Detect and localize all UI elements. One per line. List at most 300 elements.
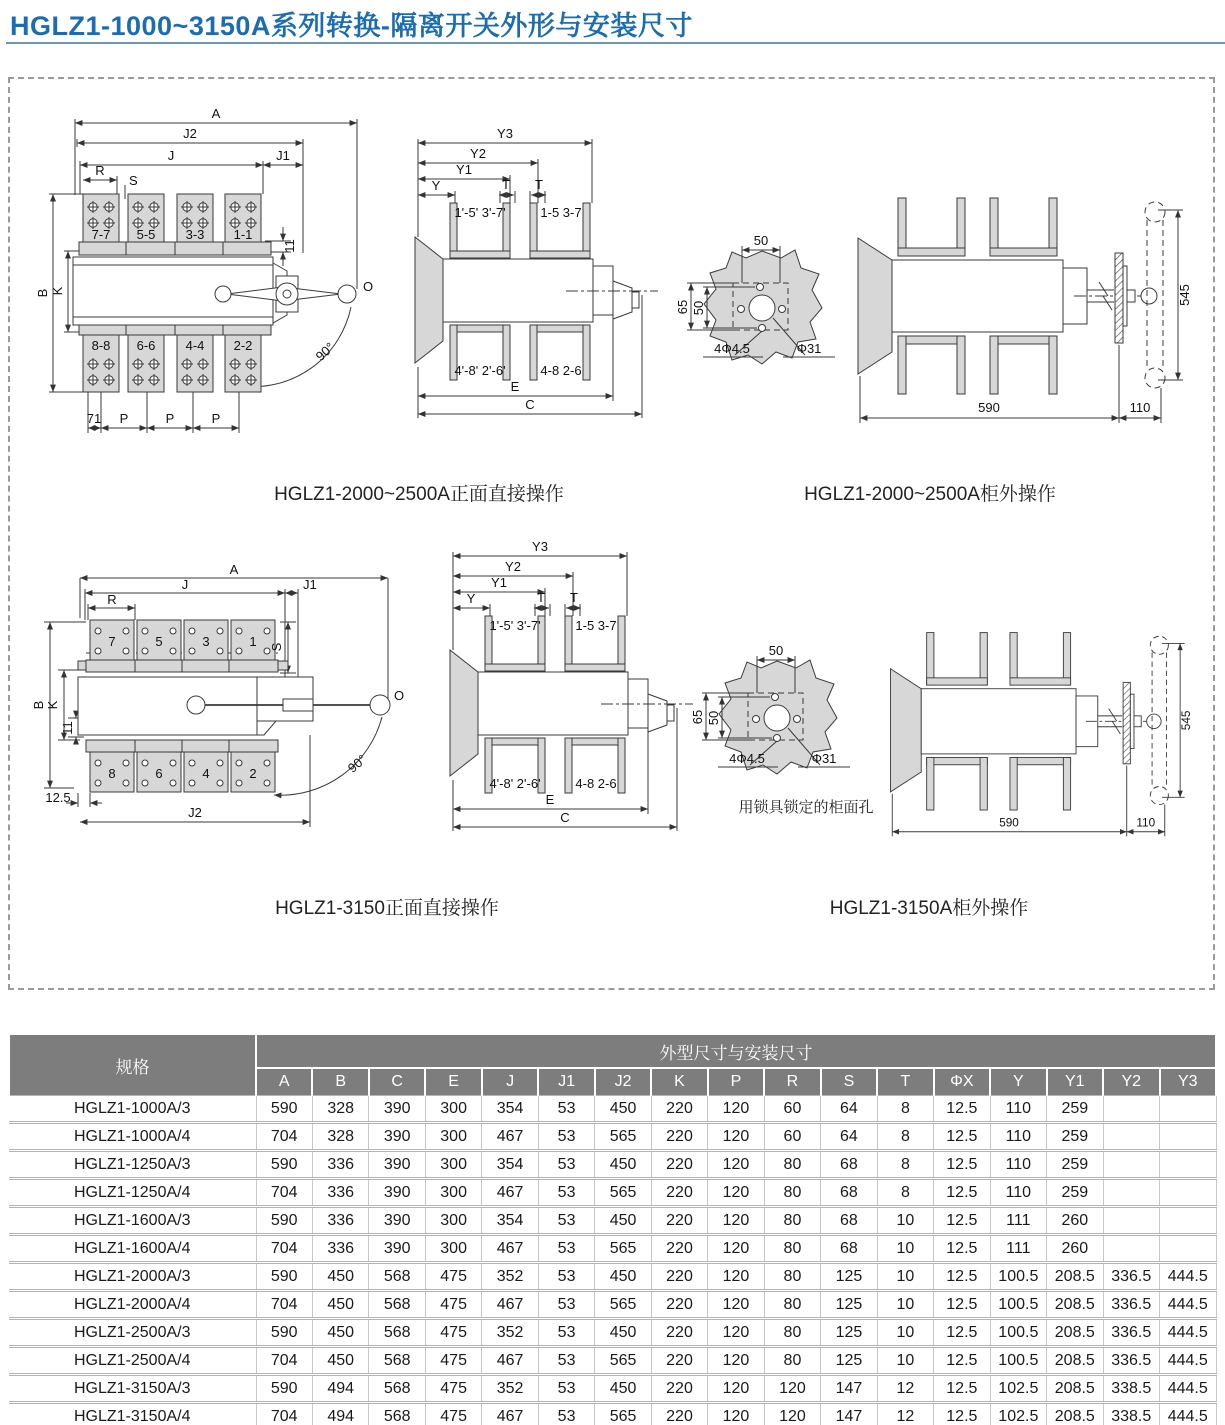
dim-label-P: P <box>211 411 221 426</box>
dim-cell: 568 <box>369 1319 425 1347</box>
dim-cell: 10 <box>877 1347 933 1375</box>
dim-cell: 110 <box>990 1096 1046 1123</box>
dim-cell: 467 <box>482 1123 538 1151</box>
dim-cell: 120 <box>708 1347 764 1375</box>
dim-cell: 125 <box>821 1319 877 1347</box>
dim-cell: 467 <box>482 1347 538 1375</box>
dim-cell: 568 <box>369 1263 425 1291</box>
dim-cell: 354 <box>482 1207 538 1235</box>
dim-cell: 53 <box>538 1403 594 1425</box>
dim-label-P: P <box>165 411 175 426</box>
drawing-ext-3150 <box>885 600 1220 858</box>
dim-cell: 590 <box>256 1151 312 1179</box>
column-header-B: B <box>312 1068 368 1096</box>
column-header-J2: J2 <box>595 1068 651 1096</box>
spec-cell: HGLZ1-2000A/4 <box>9 1291 256 1319</box>
pad-label: 4-4 <box>185 338 205 353</box>
dim-label-545: 545 <box>1180 710 1194 731</box>
dim-cell: 300 <box>425 1235 481 1263</box>
dim-cell: 220 <box>651 1403 707 1425</box>
dim-label-Y3: Y3 <box>532 539 548 554</box>
pad-label: 1-1 <box>233 227 253 242</box>
dim-cell: 80 <box>764 1263 820 1291</box>
column-header-E: E <box>425 1068 481 1096</box>
dim-cell: 53 <box>538 1347 594 1375</box>
pad-label: 7-7 <box>91 227 111 242</box>
dim-cell: 12.5 <box>934 1291 990 1319</box>
pole-label: 1-5 3-7 <box>575 618 617 633</box>
dim-cell: 390 <box>369 1096 425 1123</box>
spec-cell: HGLZ1-2000A/3 <box>9 1263 256 1291</box>
caption-ext-2000-2500: HGLZ1-2000~2500A柜外操作 <box>804 484 1056 505</box>
pad-label: 5 <box>155 634 163 649</box>
dim-cell: 12.5 <box>934 1235 990 1263</box>
dim-cell: 300 <box>425 1096 481 1123</box>
dim-cell: 354 <box>482 1096 538 1123</box>
group-header: 外型尺寸与安装尺寸 <box>256 1034 1216 1068</box>
dim-cell: 68 <box>821 1179 877 1207</box>
dim-cell: 450 <box>595 1096 651 1123</box>
spec-column-header: 规格 <box>9 1034 256 1096</box>
terminal-pad <box>90 620 134 660</box>
dim-cell: 80 <box>764 1235 820 1263</box>
pad-label: 3-3 <box>185 227 205 242</box>
dim-cell: 53 <box>538 1319 594 1347</box>
terminal-pad <box>137 752 181 792</box>
dim-label-J1: J1 <box>276 148 290 163</box>
dim-label-B: B <box>31 700 46 710</box>
dim-cell: 450 <box>312 1291 368 1319</box>
dim-cell: 110 <box>990 1123 1046 1151</box>
terminal-pad <box>83 194 119 242</box>
dim-cell: 220 <box>651 1123 707 1151</box>
dim-cell: 336.5 <box>1103 1291 1159 1319</box>
dim-label-A: A <box>211 106 221 121</box>
table-row <box>9 1123 1216 1151</box>
dim-cell: 12.5 <box>934 1151 990 1179</box>
dim-cell: 53 <box>538 1375 594 1403</box>
dim-cell: 352 <box>482 1375 538 1403</box>
dim-cell: 53 <box>538 1151 594 1179</box>
dim-cell: 390 <box>369 1235 425 1263</box>
center-hole-label: Φ31 <box>796 341 822 356</box>
holes-label: 4Φ4.5 <box>714 341 750 356</box>
dim-cell <box>1160 1179 1217 1207</box>
dim-cell: 120 <box>708 1263 764 1291</box>
drawing-front-2000-2500 <box>35 85 385 455</box>
dim-cell: 565 <box>595 1347 651 1375</box>
column-header-J: J <box>482 1068 538 1096</box>
drawing-side-3150 <box>435 528 705 848</box>
dim-label-Y1: Y1 <box>491 575 507 590</box>
dim-label-O: O <box>363 279 374 294</box>
dim-label-50v: 50 <box>706 710 721 726</box>
dim-cell: 494 <box>312 1403 368 1425</box>
spec-cell: HGLZ1-1000A/3 <box>9 1096 256 1123</box>
pad-label: 4 <box>202 766 210 781</box>
dim-cell: 300 <box>425 1207 481 1235</box>
dim-cell: 120 <box>708 1319 764 1347</box>
dim-cell: 102.5 <box>990 1403 1046 1425</box>
dim-cell: 53 <box>538 1179 594 1207</box>
dim-cell: 120 <box>708 1123 764 1151</box>
dim-cell: 8 <box>877 1179 933 1207</box>
dim-cell: 336 <box>312 1235 368 1263</box>
dim-cell: 450 <box>595 1207 651 1235</box>
dim-label-K: K <box>45 700 60 710</box>
column-header-A: A <box>256 1068 312 1096</box>
dim-cell: 475 <box>425 1291 481 1319</box>
dim-cell: 704 <box>256 1403 312 1425</box>
dim-label-J2: J2 <box>183 126 197 141</box>
dim-label-T: T <box>570 590 578 605</box>
dim-cell <box>1160 1096 1217 1123</box>
spec-cell: HGLZ1-2500A/3 <box>9 1319 256 1347</box>
dim-cell: 494 <box>312 1375 368 1403</box>
dim-cell: 100.5 <box>990 1291 1046 1319</box>
dim-cell: 704 <box>256 1179 312 1207</box>
spec-cell: HGLZ1-1250A/3 <box>9 1151 256 1179</box>
dim-cell <box>1160 1123 1217 1151</box>
pole-label: 1'-5' 3'-7' <box>454 205 506 220</box>
dim-cell: 704 <box>256 1235 312 1263</box>
terminal-pad <box>225 194 261 242</box>
dim-label-J: J <box>181 577 189 592</box>
dim-cell: 300 <box>425 1151 481 1179</box>
center-hole-label: Φ31 <box>811 751 837 766</box>
dim-cell: 467 <box>482 1235 538 1263</box>
dim-cell: 450 <box>312 1263 368 1291</box>
dim-cell: 100.5 <box>990 1263 1046 1291</box>
dim-label-T: T <box>502 177 510 192</box>
column-header-S: S <box>821 1068 877 1096</box>
dim-cell: 220 <box>651 1319 707 1347</box>
caption-front-2000-2500: HGLZ1-2000~2500A正面直接操作 <box>274 484 564 505</box>
pad-label: 2 <box>249 766 257 781</box>
dim-label-J1: J1 <box>303 577 317 592</box>
dim-label-90: 90° <box>312 339 338 364</box>
dim-cell: 53 <box>538 1235 594 1263</box>
dim-cell: 53 <box>538 1291 594 1319</box>
table-row <box>9 1347 1216 1375</box>
dim-cell: 208.5 <box>1047 1319 1103 1347</box>
dim-cell: 444.5 <box>1160 1347 1217 1375</box>
dim-cell <box>1160 1207 1217 1235</box>
dim-cell: 10 <box>877 1319 933 1347</box>
dim-cell: 568 <box>369 1347 425 1375</box>
column-header-K: K <box>651 1068 707 1096</box>
spec-cell: HGLZ1-2500A/4 <box>9 1347 256 1375</box>
dim-cell: 147 <box>821 1403 877 1425</box>
dim-cell: 53 <box>538 1096 594 1123</box>
holes-label: 4Φ4.5 <box>729 751 765 766</box>
spec-cell: HGLZ1-3150A/3 <box>9 1375 256 1403</box>
dim-cell: 102.5 <box>990 1375 1046 1403</box>
column-header-ΦX: ΦX <box>934 1068 990 1096</box>
dim-cell: 338.5 <box>1103 1403 1159 1425</box>
dimensions-table <box>8 1033 1217 1425</box>
pole-label: 1-5 3-7 <box>540 205 582 220</box>
dim-cell: 220 <box>651 1235 707 1263</box>
table-row <box>9 1375 1216 1403</box>
spec-cell: HGLZ1-1250A/4 <box>9 1179 256 1207</box>
front-b-body <box>78 653 390 752</box>
dim-cell: 450 <box>595 1375 651 1403</box>
dim-cell <box>1103 1151 1159 1179</box>
dim-cell: 120 <box>708 1403 764 1425</box>
dim-cell: 110 <box>990 1179 1046 1207</box>
dim-cell: 444.5 <box>1160 1263 1217 1291</box>
dim-label-T: T <box>535 177 543 192</box>
pad-label: 8 <box>108 766 116 781</box>
table-row <box>9 1151 1216 1179</box>
pole-label: 4-8 2-6 <box>540 363 582 378</box>
dim-label-65: 65 <box>690 709 705 725</box>
dim-cell: 390 <box>369 1179 425 1207</box>
dim-label-Y1: Y1 <box>456 162 472 177</box>
dim-cell: 220 <box>651 1179 707 1207</box>
dim-cell: 208.5 <box>1047 1291 1103 1319</box>
dim-cell: 208.5 <box>1047 1263 1103 1291</box>
dim-cell: 10 <box>877 1207 933 1235</box>
dim-cell: 259 <box>1047 1151 1103 1179</box>
dim-cell: 120 <box>708 1207 764 1235</box>
dim-label-110: 110 <box>1136 816 1156 830</box>
column-header-T: T <box>877 1068 933 1096</box>
dim-label-Y: Y <box>431 178 441 193</box>
dim-cell: 120 <box>708 1151 764 1179</box>
pole-label: 4'-8' 2'-6' <box>489 776 541 791</box>
dim-label-545: 545 <box>1177 284 1192 306</box>
dim-cell: 68 <box>821 1151 877 1179</box>
dim-label-590: 590 <box>978 400 1000 415</box>
dim-cell: 590 <box>256 1375 312 1403</box>
pad-label: 5-5 <box>136 227 156 242</box>
terminal-pad <box>184 620 228 660</box>
pad-label: 8-8 <box>91 338 111 353</box>
dim-cell: 100.5 <box>990 1319 1046 1347</box>
dim-cell: 336.5 <box>1103 1263 1159 1291</box>
drawing-side-2000-2500 <box>400 115 670 435</box>
table-group-header-row <box>9 1034 1216 1068</box>
dim-cell: 220 <box>651 1375 707 1403</box>
caption-front-3150: HGLZ1-3150正面直接操作 <box>275 898 499 919</box>
pad-label: 6-6 <box>136 338 156 353</box>
dim-cell: 444.5 <box>1160 1291 1217 1319</box>
dim-cell: 80 <box>764 1179 820 1207</box>
dim-label-11: 11 <box>60 721 75 735</box>
column-header-Y: Y <box>990 1068 1046 1096</box>
dim-cell: 120 <box>708 1291 764 1319</box>
dim-cell: 336.5 <box>1103 1319 1159 1347</box>
table-row <box>9 1263 1216 1291</box>
dim-cell: 568 <box>369 1403 425 1425</box>
dim-cell: 60 <box>764 1096 820 1123</box>
title-underline <box>6 42 1225 44</box>
dim-cell: 565 <box>595 1235 651 1263</box>
dim-cell: 220 <box>651 1207 707 1235</box>
pad-label: 7 <box>108 634 116 649</box>
dim-cell: 12 <box>877 1403 933 1425</box>
dim-cell: 120 <box>764 1375 820 1403</box>
table-row <box>9 1096 1216 1123</box>
dim-cell: 467 <box>482 1291 538 1319</box>
dim-label-A: A <box>229 562 239 577</box>
dim-label-Y2: Y2 <box>470 146 486 161</box>
dim-cell: 444.5 <box>1160 1375 1217 1403</box>
front-a-body <box>73 242 356 335</box>
dim-cell: 111 <box>990 1207 1046 1235</box>
dim-cell: 352 <box>482 1319 538 1347</box>
dim-cell: 80 <box>764 1319 820 1347</box>
dim-cell: 120 <box>708 1096 764 1123</box>
dim-cell: 12.5 <box>934 1263 990 1291</box>
spec-cell: HGLZ1-3150A/4 <box>9 1403 256 1425</box>
dim-cell: 12.5 <box>934 1123 990 1151</box>
dim-cell: 110 <box>990 1151 1046 1179</box>
dim-cell: 208.5 <box>1047 1375 1103 1403</box>
dim-cell: 704 <box>256 1291 312 1319</box>
column-header-Y1: Y1 <box>1047 1068 1103 1096</box>
dim-cell: 336 <box>312 1207 368 1235</box>
dim-cell: 565 <box>595 1291 651 1319</box>
dim-cell: 111 <box>990 1235 1046 1263</box>
dim-cell: 68 <box>821 1235 877 1263</box>
dim-cell: 10 <box>877 1263 933 1291</box>
dim-cell: 120 <box>708 1375 764 1403</box>
dim-cell: 475 <box>425 1347 481 1375</box>
dim-cell: 450 <box>595 1263 651 1291</box>
dim-label-Y: Y <box>466 591 476 606</box>
dim-cell: 53 <box>538 1123 594 1151</box>
table-row <box>9 1403 1216 1425</box>
dim-label-O: O <box>394 688 405 703</box>
dim-label-P: P <box>119 411 129 426</box>
dim-cell: 53 <box>538 1263 594 1291</box>
dim-label-B: B <box>35 288 50 298</box>
dim-cell: 12 <box>877 1375 933 1403</box>
dim-cell: 568 <box>369 1291 425 1319</box>
dim-label-11: 11 <box>282 239 297 253</box>
dim-cell: 704 <box>256 1347 312 1375</box>
dim-label-90: 90° <box>344 751 370 776</box>
dim-cell: 220 <box>651 1263 707 1291</box>
terminal-pad <box>83 335 119 392</box>
dim-cell: 125 <box>821 1347 877 1375</box>
dim-cell: 590 <box>256 1207 312 1235</box>
caption-lock-hole: 用锁具锁定的柜面孔 <box>738 799 874 816</box>
table-row <box>9 1291 1216 1319</box>
dim-cell: 450 <box>595 1151 651 1179</box>
dim-cell: 53 <box>538 1207 594 1235</box>
terminal-pad <box>177 335 213 392</box>
terminal-pad <box>231 752 275 792</box>
dim-cell: 300 <box>425 1179 481 1207</box>
dim-cell <box>1103 1179 1159 1207</box>
dim-cell: 390 <box>369 1151 425 1179</box>
dim-cell: 100.5 <box>990 1347 1046 1375</box>
dim-cell: 12.5 <box>934 1403 990 1425</box>
spec-cell: HGLZ1-1600A/3 <box>9 1207 256 1235</box>
side-b-body <box>450 616 693 793</box>
page-title: HGLZ1-1000~3150A系列转换-隔离开关外形与安装尺寸 <box>10 11 693 41</box>
dim-cell: 12.5 <box>934 1207 990 1235</box>
terminal-pad <box>231 620 275 660</box>
dim-cell: 120 <box>708 1235 764 1263</box>
dim-cell: 125 <box>821 1291 877 1319</box>
terminal-pad <box>225 335 261 392</box>
pad-label: 1 <box>249 634 257 649</box>
dim-cell: 220 <box>651 1096 707 1123</box>
dim-cell: 336 <box>312 1151 368 1179</box>
dim-label-125: 12.5 <box>45 790 71 805</box>
dim-label-E: E <box>545 792 555 807</box>
column-header-J1: J1 <box>538 1068 594 1096</box>
pole-label: 4-8 2-6 <box>575 776 617 791</box>
pole-label: 4'-8' 2'-6' <box>454 363 506 378</box>
dim-cell: 12.5 <box>934 1096 990 1123</box>
side-a-body <box>415 203 658 380</box>
dim-cell: 259 <box>1047 1096 1103 1123</box>
dim-cell: 590 <box>256 1263 312 1291</box>
dim-cell: 68 <box>821 1207 877 1235</box>
dim-label-T: T <box>537 590 545 605</box>
table-row <box>9 1235 1216 1263</box>
dim-cell: 450 <box>312 1319 368 1347</box>
dim-cell: 590 <box>256 1096 312 1123</box>
dim-cell: 565 <box>595 1403 651 1425</box>
dim-cell: 352 <box>482 1263 538 1291</box>
dim-label-Y2: Y2 <box>505 559 521 574</box>
dim-cell: 568 <box>369 1375 425 1403</box>
dim-label-110: 110 <box>1129 400 1151 415</box>
dim-label-E: E <box>510 379 520 394</box>
dim-label-J: J <box>167 148 175 163</box>
dim-cell: 590 <box>256 1319 312 1347</box>
dim-cell: 12.5 <box>934 1347 990 1375</box>
dim-cell: 475 <box>425 1375 481 1403</box>
dim-cell: 565 <box>595 1123 651 1151</box>
dim-cell: 120 <box>764 1403 820 1425</box>
dim-cell: 120 <box>708 1179 764 1207</box>
dim-label-65: 65 <box>675 299 690 315</box>
table-row <box>9 1207 1216 1235</box>
dim-label-R: R <box>107 592 117 607</box>
terminal-pad <box>128 335 164 392</box>
dim-cell: 704 <box>256 1123 312 1151</box>
terminal-pad <box>90 752 134 792</box>
dim-cell: 260 <box>1047 1235 1103 1263</box>
dim-cell: 10 <box>877 1291 933 1319</box>
dim-label-50: 50 <box>768 643 784 658</box>
dim-cell: 147 <box>821 1375 877 1403</box>
table-row <box>9 1319 1216 1347</box>
dim-cell: 300 <box>425 1123 481 1151</box>
table-row <box>9 1179 1216 1207</box>
dim-label-C: C <box>560 810 570 825</box>
terminal-pad <box>137 620 181 660</box>
pad-label: 6 <box>155 766 163 781</box>
caption-ext-3150: HGLZ1-3150A柜外操作 <box>829 898 1029 919</box>
dim-cell: 10 <box>877 1235 933 1263</box>
pole-label: 1'-5' 3'-7' <box>489 618 541 633</box>
dim-label-Y3: Y3 <box>497 126 513 141</box>
dim-cell: 80 <box>764 1207 820 1235</box>
dim-cell: 565 <box>595 1179 651 1207</box>
dim-label-C: C <box>525 397 535 412</box>
column-header-C: C <box>369 1068 425 1096</box>
dim-cell: 259 <box>1047 1179 1103 1207</box>
